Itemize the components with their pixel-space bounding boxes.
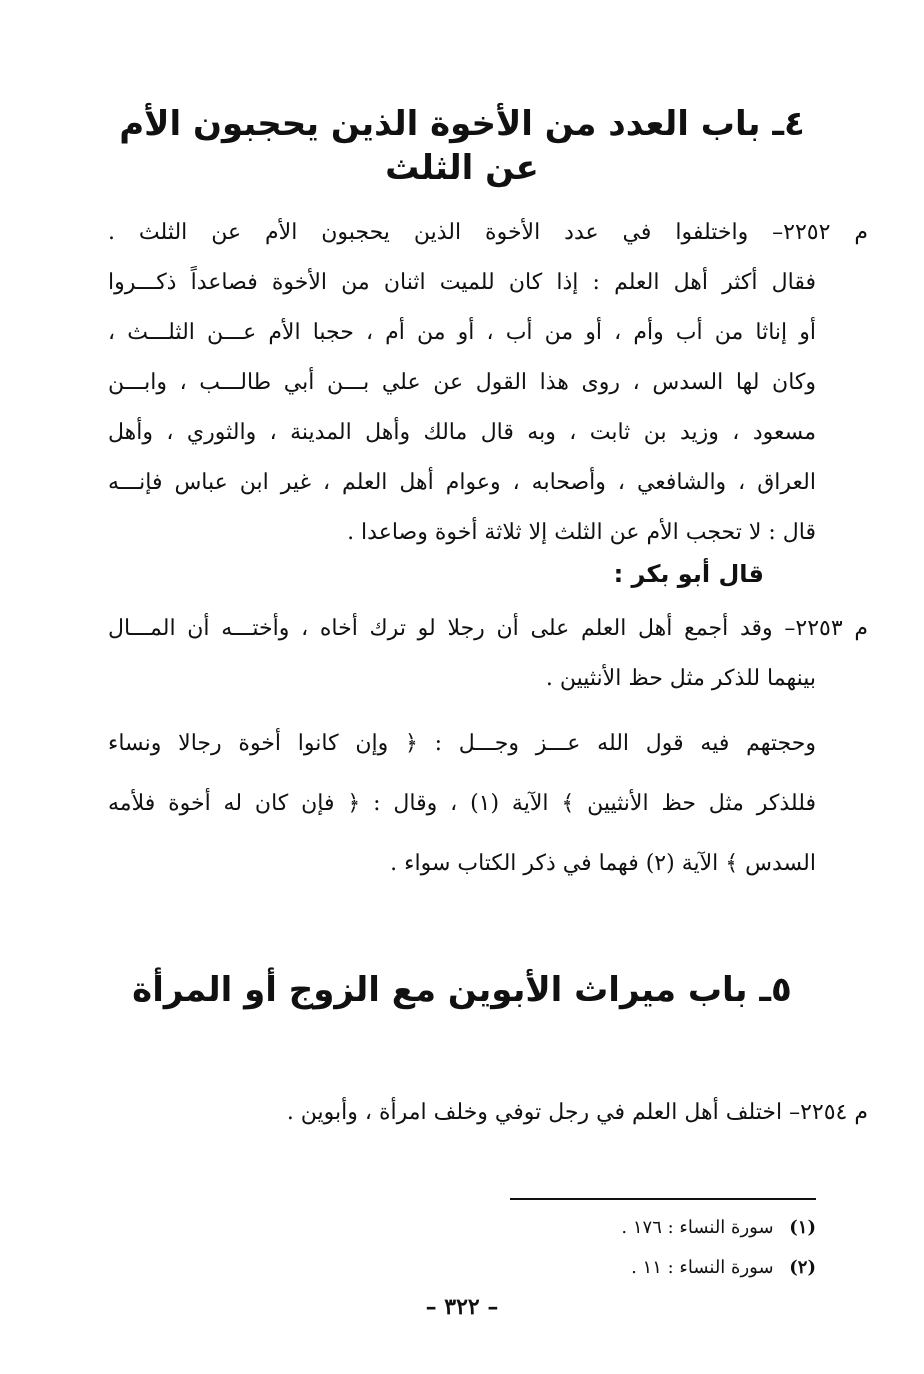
footnote-item (621, 1248, 816, 1288)
paragraph-line: أو إناثا من أب وأم ، أو من أب ، أو من أم ، حجبا الأم عـــن الثلـــث ، (108, 320, 816, 345)
paragraph-line: السدس ﴾ الآية (٢) فهما في ذكر الكتاب سواء . (390, 851, 816, 876)
paragraph-line: فقال أكثر أهل العلم : إذا كان للميت اثنان من الأخوة فصاعداً ذكـــروا (108, 270, 816, 295)
paragraph-2252 (108, 208, 868, 558)
paragraph-number: م ٢٢٥٣– (784, 616, 868, 641)
paragraph-line: بينهما للذكر مثل حظ الأنثيين . (545, 666, 816, 691)
paragraph-line: وكان لها السدس ، روى هذا القول عن علي بـــن أبي طالـــب ، وابـــن (108, 370, 816, 395)
paragraph-text: اختلف أهل العلم في رجل توفي وخلف امرأة ، وأبوين . (286, 1100, 783, 1125)
paragraph-line (108, 1088, 868, 1138)
footnote-divider (510, 1198, 816, 1200)
footnote-number: (٢) (789, 1257, 816, 1278)
paragraph-2253 (108, 604, 868, 704)
paragraph-line: مسعود ، وزيد بن ثابت ، وبه قال مالك وأهل المدينة ، والثوري ، وأهل (108, 420, 816, 445)
paragraph-line: قال : لا تحجب الأم عن الثلث إلا ثلاثة أخوة وصاعدا . (347, 520, 816, 545)
paragraph-number: م ٢٢٥٤– (789, 1100, 868, 1125)
paragraph-line: العراق ، والشافعي ، وأصحابه ، وعوام أهل العلم ، غير ابن عباس فإنـــه (108, 470, 816, 495)
paragraph-2254 (108, 1088, 868, 1138)
footnote-item (621, 1208, 816, 1248)
chapter-heading-5: ٥ـ باب ميراث الأبوين مع الزوج أو المرأة (132, 970, 792, 1010)
paragraph-text: وقد أجمع أهل العلم على أن رجلا لو ترك أخاه ، وأختـــه أن المـــال (108, 616, 773, 641)
footnote-text: سورة النساء : ١٧٦ . (621, 1217, 774, 1238)
footnote-number: (١) (789, 1217, 816, 1238)
paragraph-line (108, 208, 868, 258)
paragraph-line (108, 604, 868, 654)
footnote-text: سورة النساء : ١١ . (631, 1257, 774, 1278)
paragraph-line: وحجتهم فيه قول الله عـــز وجـــل : ﴿ وإن كانوا أخوة رجالا ونساء (108, 731, 816, 756)
abu-bakr-heading: قال أبو بكر : (613, 560, 764, 588)
paragraph-line: فللذكر مثل حظ الأنثيين ﴾ الآية (١) ، وقال : ﴿ فإن كان له أخوة فلأمه (108, 791, 816, 816)
paragraph-number: م ٢٢٥٢– (772, 220, 868, 245)
paragraph-evidence (108, 714, 816, 894)
paragraph-text: واختلفوا في عدد الأخوة الذين يحجبون الأم عن الثلث . (108, 220, 749, 245)
chapter-heading-4: ٤ـ باب العدد من الأخوة الذين يحجبون الأم عن الثلث (119, 104, 805, 189)
page-number: – ٣٢٢ – (425, 1294, 499, 1320)
footnotes (621, 1208, 816, 1288)
